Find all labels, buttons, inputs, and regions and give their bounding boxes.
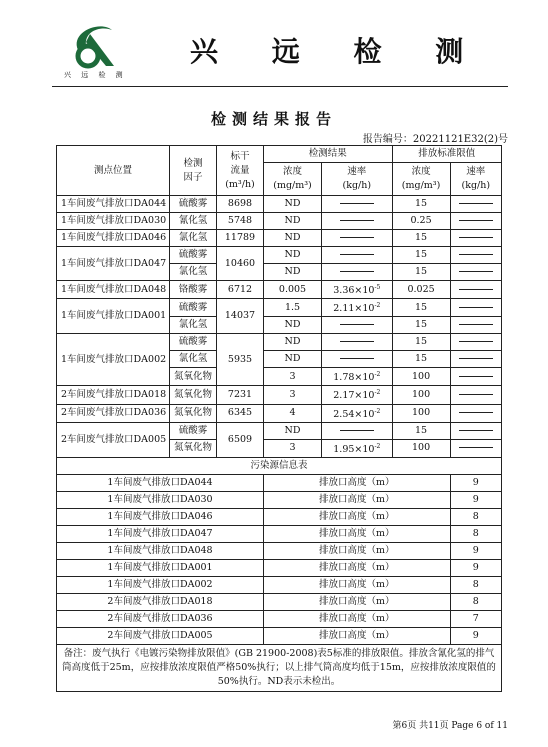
- table-row: 1车间废气排放口DA047 硫酸雾 10460 ND 15: [57, 247, 502, 264]
- results-table: [56, 145, 502, 692]
- col-header-point: 测点位置: [57, 146, 170, 196]
- table-row: 1车间废气排放口DA030 氰化氢 5748 ND 0.25: [57, 213, 502, 230]
- col-header-flow: 标干 流量 (m³/h): [217, 146, 264, 196]
- col-header-factor: 检测 因子: [170, 146, 217, 196]
- source-row: 2车间废气排放口DA036 排放口高度（m） 7: [57, 610, 502, 627]
- table-row: 2车间废气排放口DA018 氮氧化物 7231 3 $2.17\times 10^{-2}$ 100: [57, 386, 502, 404]
- source-row: 2车间废气排放口DA018 排放口高度（m） 8: [57, 593, 502, 610]
- source-row: 2车间废气排放口DA005 排放口高度（m） 9: [57, 627, 502, 644]
- table-row: 1车间废气排放口DA001 硫酸雾 14037 1.5 $2.11\times 10^{-2}$ 15: [57, 299, 502, 317]
- source-row: 1车间废气排放口DA047 排放口高度（m） 8: [57, 525, 502, 542]
- col-header-limit-rate: 速率 (kg/h): [450, 163, 501, 196]
- table-row: 氯化氢 ND 15: [57, 264, 502, 281]
- report-number: 报告编号：20221121E32(2)号: [362, 134, 508, 145]
- col-header-result: 检测结果: [264, 146, 393, 163]
- table-row: 氯化氢 ND 15: [57, 317, 502, 334]
- table-row: 氯化氢 ND 15: [57, 351, 502, 368]
- col-header-rate: 速率 (kg/h): [322, 163, 393, 196]
- source-row: 1车间废气排放口DA044 排放口高度（m） 9: [57, 474, 502, 491]
- header-rule: [52, 86, 508, 87]
- source-table-title: 污染源信息表: [57, 457, 502, 474]
- table-row: 1车间废气排放口DA044 硫酸雾 8698 ND 15: [57, 196, 502, 213]
- table-row: 2车间废气排放口DA005 硫酸雾 6509 ND 15: [57, 422, 502, 439]
- company-name: 兴 远 检 测: [190, 35, 486, 68]
- note-row: [57, 644, 502, 691]
- source-row: 1车间废气排放口DA030 排放口高度（m） 9: [57, 491, 502, 508]
- source-row: 1车间废气排放口DA002 排放口高度（m） 8: [57, 576, 502, 593]
- note-text: 备注：废气执行《电镀污染物排放限值》(GB 21900-2008)表5标准的排放限值。排放含氰化氢的排气筒高度低于25m，应按排放浓度限值严格50%执行；以上排气筒高度均低于15m，应按排放浓度限值的50%执行。ND表示未检出。: [57, 644, 502, 691]
- logo-caption: 兴 远 检 测: [64, 71, 127, 79]
- table-row: 氮氧化物 3 $1.95\times 10^{-2}$ 100: [57, 439, 502, 457]
- source-row: 1车间废气排放口DA046 排放口高度（m） 8: [57, 508, 502, 525]
- page-title: 检测结果报告: [210, 110, 337, 128]
- source-row: 1车间废气排放口DA048 排放口高度（m） 9: [57, 542, 502, 559]
- col-header-limit: 排放标准限值: [392, 146, 501, 163]
- table-row: 2车间废气排放口DA036 氮氧化物 6345 4 $2.54\times 10^{-2}$ 100: [57, 404, 502, 422]
- source-row: 1车间废气排放口DA001 排放口高度（m） 9: [57, 559, 502, 576]
- col-header-limit-conc: 浓度 (mg/m³): [392, 163, 450, 196]
- source-table-title-row: [57, 457, 502, 474]
- page-footer: 第6页 共11页 Page 6 of 11: [392, 721, 508, 731]
- col-header-conc: 浓度 (mg/m³): [264, 163, 322, 196]
- table-row: 氮氧化物 3 $1.78\times 10^{-2}$ 100: [57, 368, 502, 386]
- table-row: 1车间废气排放口DA048 铬酸雾 6712 0.005 $3.36\times 10^{-5}$ 0.025: [57, 281, 502, 299]
- table-row: 1车间废气排放口DA046 氯化氢 11789 ND 15: [57, 230, 502, 247]
- table-row: 1车间废气排放口DA002 硫酸雾 5935 ND 15: [57, 334, 502, 351]
